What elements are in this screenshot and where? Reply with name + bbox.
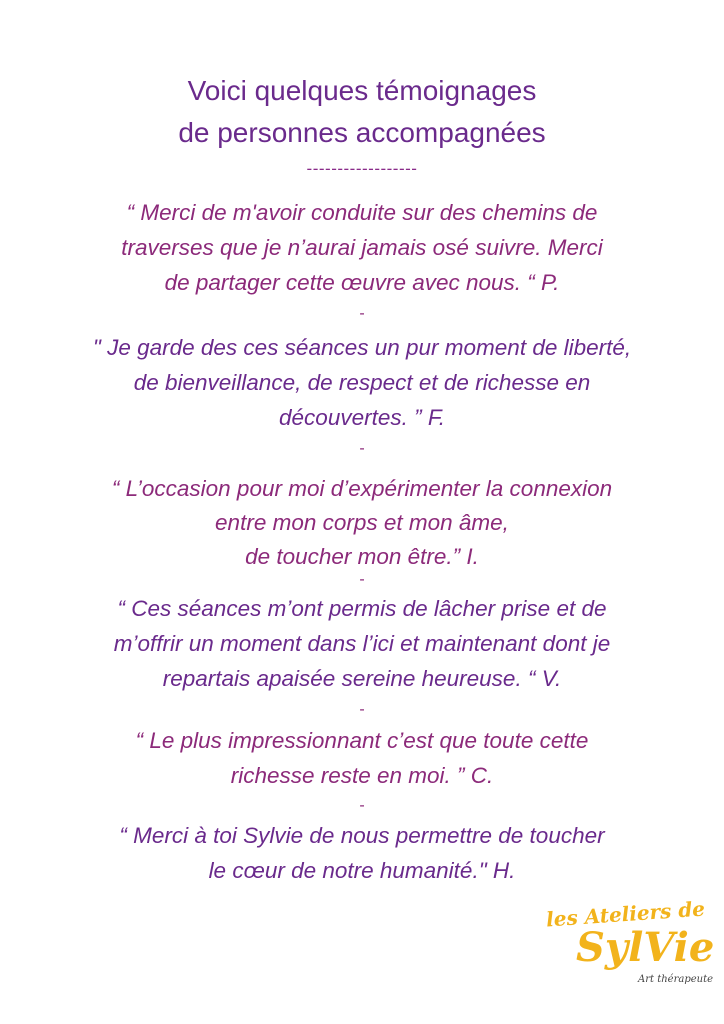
testimonial-4-line-1: “ Ces séances m’ont permis de lâcher prise et de bbox=[117, 596, 607, 621]
title-separator: ------------------ bbox=[306, 159, 418, 178]
testimonial-4-line-3: repartais apaisée sereine heureuse. “ V. bbox=[162, 666, 562, 691]
testimonial-6-line-1: “ Merci à toi Sylvie de nous permettre de toucher bbox=[119, 823, 605, 848]
testimonial-separator: - bbox=[359, 797, 365, 814]
testimonial-3-line-3: de toucher mon être.” I. bbox=[245, 544, 479, 569]
testimonial-1-line-1: “ Merci de m'avoir conduite sur des chemins de bbox=[126, 200, 598, 225]
testimonial-5-line-2: richesse reste en moi. ” C. bbox=[230, 763, 494, 788]
logo-subtitle: Art thérapeute bbox=[638, 974, 714, 985]
testimonial-separator: - bbox=[359, 440, 365, 457]
logo-name: SylVie bbox=[576, 924, 715, 971]
brand-logo bbox=[540, 896, 715, 1002]
testimonial-3-line-2: entre mon corps et mon âme, bbox=[215, 510, 509, 535]
testimonial-1-line-2: traverses que je n’aurai jamais osé suivre. Merci bbox=[121, 235, 603, 260]
page-title-line-1: Voici quelques témoignages bbox=[187, 75, 537, 106]
testimonial-2-line-3: découvertes. ” F. bbox=[279, 405, 445, 430]
testimonial-1-line-3: de partager cette œuvre avec nous. “ P. bbox=[164, 270, 560, 295]
testimonial-3-line-1: “ L’occasion pour moi d’expérimenter la connexion bbox=[111, 476, 613, 501]
page-title-line-2: de personnes accompagnées bbox=[178, 117, 546, 148]
testimonial-2-line-2: de bienveillance, de respect et de richesse en bbox=[133, 370, 591, 395]
testimonial-separator: - bbox=[359, 305, 365, 322]
testimonial-2-line-1: " Je garde des ces séances un pur moment de liberté, bbox=[92, 335, 632, 360]
testimonial-4-line-2: m’offrir un moment dans l’ici et maintenant dont je bbox=[113, 631, 611, 656]
testimonial-6-line-2: le cœur de notre humanité." H. bbox=[208, 858, 516, 883]
logo-top-text: les Ateliers de bbox=[545, 896, 706, 932]
testimonial-5-line-1: “ Le plus impressionnant c’est que toute cette bbox=[135, 728, 589, 753]
testimonial-separator: - bbox=[359, 701, 365, 718]
testimonial-separator: - bbox=[359, 571, 365, 588]
